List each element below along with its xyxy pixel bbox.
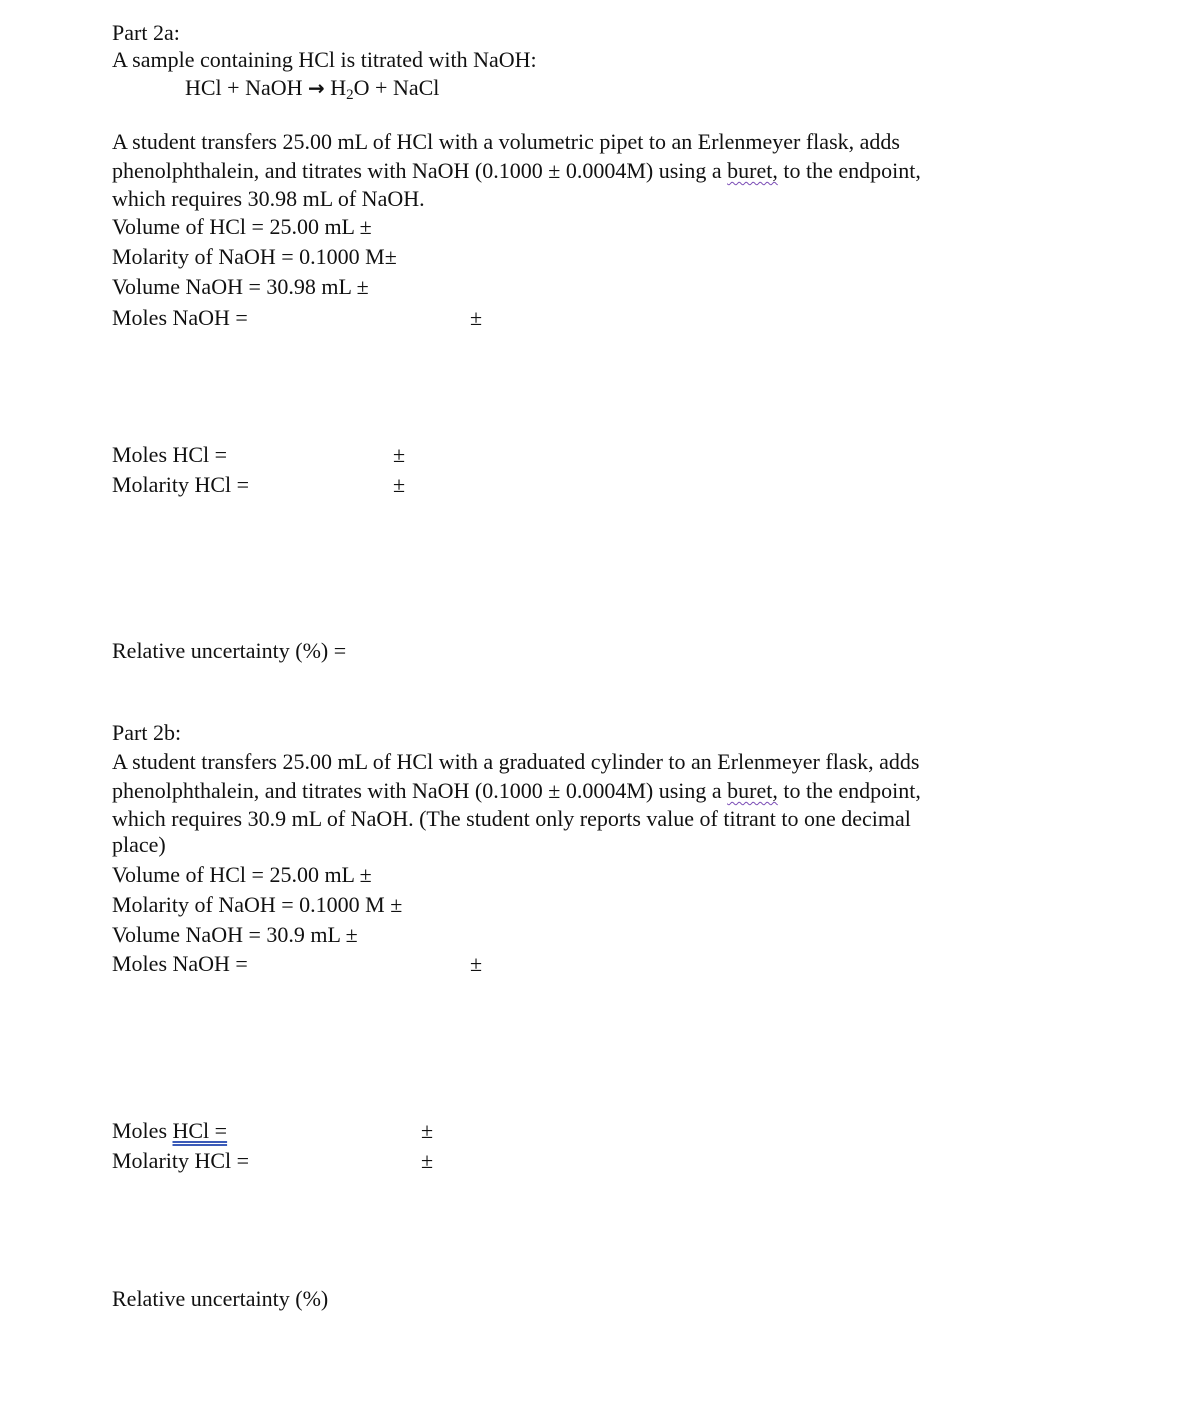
part-2b-paragraph-line-1: A student transfers 25.00 mL of HCl with a graduated cylinder to an Erlenmeyer flask, adds	[112, 749, 920, 774]
part-2b-paragraph-line-3: which requires 30.9 mL of NaOH. (The student only reports value of titrant to one decimal	[112, 806, 911, 831]
moles-naoh-label: Moles NaOH =	[112, 951, 248, 976]
paragraph-text: phenolphthalein, and titrates with NaOH (0.1000 ± 0.0004M) using a	[112, 778, 728, 803]
molarity-hcl-plus-minus: ±	[393, 472, 406, 497]
moles-hcl-plus-minus: ±	[421, 1118, 434, 1143]
molarity-hcl-label: Molarity HCl =	[112, 472, 250, 497]
paragraph-text: phenolphthalein, and titrates with NaOH (0.1000 ± 0.0004M) using a	[112, 158, 728, 183]
moles-hcl-label	[112, 1120, 227, 1142]
volume-naoh-line: Volume NaOH = 30.9 mL ±	[112, 922, 358, 947]
moles-hcl-prefix: Moles	[112, 1118, 173, 1143]
part-2a-paragraph-line-3: which requires 30.98 mL of NaOH.	[112, 186, 425, 211]
part-2a-heading: Part 2a:	[112, 20, 180, 45]
equation-product-h: H	[330, 75, 347, 100]
part-2b-heading: Part 2b:	[112, 720, 182, 745]
moles-hcl-label: Moles HCl =	[112, 442, 228, 467]
reaction-equation	[185, 75, 440, 103]
volume-hcl-line: Volume of HCl = 25.00 mL ±	[112, 862, 372, 887]
grammar-flag-hcl: HCl =	[172, 1118, 228, 1143]
paragraph-text: to the endpoint,	[777, 158, 921, 183]
moles-naoh-plus-minus: ±	[470, 951, 483, 976]
moles-naoh-plus-minus: ±	[470, 305, 483, 330]
equation-subscript: 2	[346, 87, 354, 103]
volume-naoh-line: Volume NaOH = 30.98 mL ±	[112, 274, 369, 299]
molarity-hcl-plus-minus: ±	[421, 1148, 434, 1173]
equation-product-rest: O + NaCl	[353, 75, 440, 100]
spellcheck-word-buret: buret,	[727, 158, 778, 183]
moles-hcl-plus-minus: ±	[393, 442, 406, 467]
part-2a-intro: A sample containing HCl is titrated with NaOH:	[112, 47, 537, 72]
equation-reactants: HCl + NaOH	[185, 75, 303, 100]
spellcheck-word-buret: buret,	[727, 778, 778, 803]
arrow-right-icon: →	[308, 76, 325, 100]
molarity-hcl-label: Molarity HCl =	[112, 1148, 250, 1173]
relative-uncertainty-label: Relative uncertainty (%)	[112, 1286, 329, 1311]
part-2b-paragraph-line-4: place)	[112, 832, 166, 857]
part-2b-paragraph-line-2	[112, 780, 921, 802]
volume-hcl-line: Volume of HCl = 25.00 mL ±	[112, 214, 372, 239]
molarity-naoh-line: Molarity of NaOH = 0.1000 M±	[112, 244, 397, 269]
part-2a-paragraph-line-1: A student transfers 25.00 mL of HCl with a volumetric pipet to an Erlenmeyer flask, adds	[112, 129, 900, 154]
relative-uncertainty-label: Relative uncertainty (%) =	[112, 638, 347, 663]
part-2a-paragraph-line-2	[112, 160, 921, 182]
paragraph-text: to the endpoint,	[777, 778, 921, 803]
moles-naoh-label: Moles NaOH =	[112, 305, 248, 330]
molarity-naoh-line: Molarity of NaOH = 0.1000 M ±	[112, 892, 403, 917]
